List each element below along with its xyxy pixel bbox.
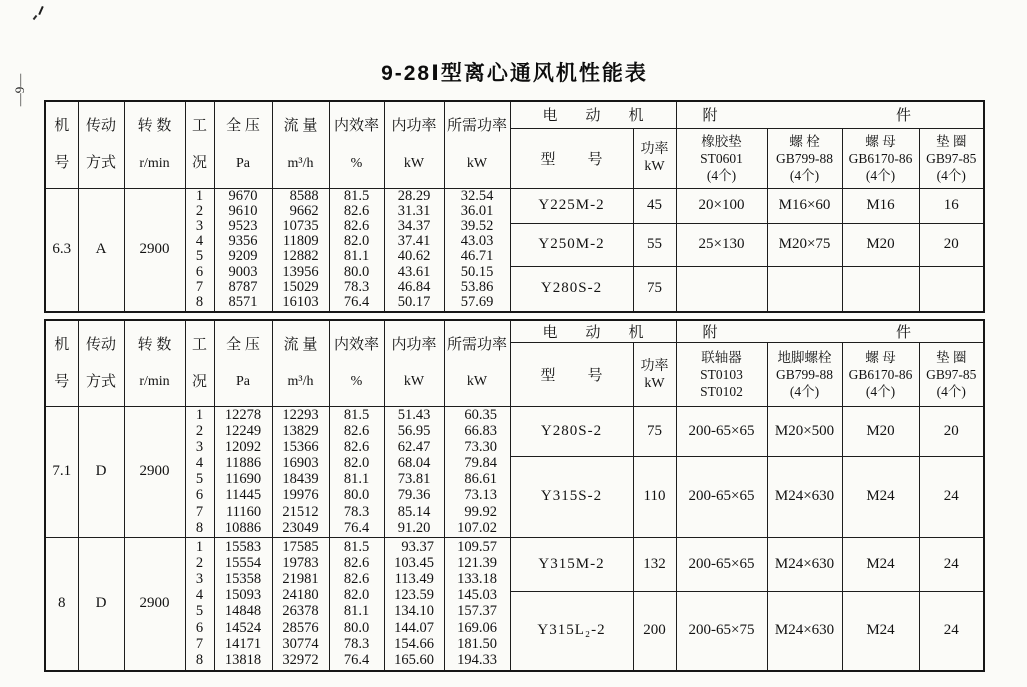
- efficiency-stack: 81.5 82.6 82.6 82.0 81.1 80.0 78.3 76.4: [329, 188, 384, 312]
- motor-power-cell: 132: [633, 537, 676, 591]
- acc-value-cell: 24: [919, 591, 984, 671]
- acc-value-cell: 200-65×65: [676, 407, 767, 457]
- speed-cell: 2900: [124, 537, 185, 671]
- acc-header-bolt: 螺 栓 GB799-88 (4个): [767, 128, 842, 188]
- col-header-flow: 流 量 m³/h: [272, 101, 329, 188]
- acc-header-rubber-pad: 橡胶垫 ST0601 (4个): [676, 128, 767, 188]
- acc-value-cell: 24: [919, 537, 984, 591]
- col-header-required-power: 所需功率 kW: [444, 101, 510, 188]
- col-header-required-power: 所需功率 kW: [444, 320, 510, 407]
- acc-value-cell: 20: [919, 407, 984, 457]
- col-header-drive: 传动 方式: [78, 320, 124, 407]
- acc-value-cell: M16×60: [767, 188, 842, 224]
- unit-number-cell: 7.1: [45, 407, 78, 538]
- pressure-stack: 9670 9610 9523 9356 9209 9003 8787 8571: [214, 188, 272, 312]
- col-header-pressure: 全 压 Pa: [214, 320, 272, 407]
- motor-power-cell: 55: [633, 224, 676, 267]
- flow-stack: 8588 9662 10735 11809 12882 13956 15029 16103: [272, 188, 329, 312]
- col-header-unit: 机 号: [45, 320, 78, 407]
- unit-number-cell: 8: [45, 537, 78, 671]
- acc-header-washer: 垫 圈 GB97-85 (4个): [919, 343, 984, 407]
- motor-power-cell: 75: [633, 407, 676, 457]
- acc-header-nut: 螺 母 GB6170-86 (4个): [842, 343, 919, 407]
- acc-value-cell: [919, 266, 984, 312]
- motor-model-cell: Y315L₂-2: [510, 591, 633, 671]
- condition-stack: 1 2 3 4 5 6 7 8: [185, 537, 214, 671]
- acc-header-washer: 垫 圈 GB97-85 (4个): [919, 128, 984, 188]
- accessory-group-header: 附 件: [676, 320, 984, 343]
- acc-value-cell: M16: [842, 188, 919, 224]
- internal-power-stack: 28.29 31.31 34.37 37.41 40.62 43.61 46.84 50.17: [384, 188, 444, 312]
- flow-stack: 17585 19783 21981 24180 26378 28576 30774 32972: [272, 537, 329, 671]
- acc-header-coupling: 联轴器 ST0103 ST0102: [676, 343, 767, 407]
- acc-value-cell: 200-65×75: [676, 591, 767, 671]
- motor-power-header: 功率kW: [633, 343, 676, 407]
- acc-value-cell: 20: [919, 224, 984, 267]
- col-header-efficiency: 内效率 %: [329, 320, 384, 407]
- ink-smudge-mark: [33, 6, 47, 24]
- acc-value-cell: 20×100: [676, 188, 767, 224]
- drive-type-cell: D: [78, 407, 124, 538]
- motor-power-header: 功率kW: [633, 128, 676, 188]
- acc-value-cell: M24×630: [767, 591, 842, 671]
- drive-type-cell: A: [78, 188, 124, 312]
- col-header-drive: 传动 方式: [78, 101, 124, 188]
- fan-performance-table-upper: [44, 100, 985, 313]
- drive-type-cell: D: [78, 537, 124, 671]
- speed-cell: 2900: [124, 407, 185, 538]
- required-power-stack: 60.35 66.83 73.30 79.84 86.61 73.13 99.92 107.02: [444, 407, 510, 538]
- acc-value-cell: M24: [842, 537, 919, 591]
- col-header-condition: 工 况: [185, 320, 214, 407]
- col-header-speed: 转 数 r/min: [124, 101, 185, 188]
- efficiency-stack: 81.5 82.6 82.6 82.0 81.1 80.0 78.3 76.4: [329, 407, 384, 538]
- acc-value-cell: [676, 266, 767, 312]
- motor-model-header: 型 号: [510, 128, 633, 188]
- col-header-internal-power: 内功率 kW: [384, 101, 444, 188]
- acc-value-cell: [842, 266, 919, 312]
- col-header-flow: 流 量 m³/h: [272, 320, 329, 407]
- acc-value-cell: M24×630: [767, 537, 842, 591]
- speed-cell: 2900: [124, 188, 185, 312]
- motor-model-header: 型 号: [510, 343, 633, 407]
- acc-value-cell: 24: [919, 457, 984, 538]
- condition-stack: 1 2 3 4 5 6 7 8: [185, 407, 214, 538]
- page-title: 9-28Ⅰ型离心通风机性能表: [381, 62, 648, 85]
- pressure-stack: 15583 15554 15358 15093 14848 14524 14171 13818: [214, 537, 272, 671]
- acc-value-cell: M20: [842, 224, 919, 267]
- acc-value-cell: 16: [919, 188, 984, 224]
- condition-stack: 1 2 3 4 5 6 7 8: [185, 188, 214, 312]
- acc-value-cell: 200-65×65: [676, 537, 767, 591]
- acc-value-cell: M24×630: [767, 457, 842, 538]
- acc-value-cell: [767, 266, 842, 312]
- motor-model-cell: Y315S-2: [510, 457, 633, 538]
- motor-power-cell: 200: [633, 591, 676, 671]
- acc-value-cell: M24: [842, 457, 919, 538]
- acc-value-cell: M20×75: [767, 224, 842, 267]
- motor-power-cell: 110: [633, 457, 676, 538]
- col-header-efficiency: 内效率 %: [329, 101, 384, 188]
- fan-performance-table-lower: [44, 319, 985, 672]
- efficiency-stack: 81.5 82.6 82.6 82.0 81.1 80.0 78.3 76.4: [329, 537, 384, 671]
- acc-header-nut: 螺 母 GB6170-86 (4个): [842, 128, 919, 188]
- required-power-stack: 109.57 121.39 133.18 145.03 157.37 169.06 181.50 194.33: [444, 537, 510, 671]
- motor-power-cell: 45: [633, 188, 676, 224]
- col-header-condition: 工 况: [185, 101, 214, 188]
- acc-header-anchor-bolt: 地脚螺栓 GB799-88 (4个): [767, 343, 842, 407]
- acc-value-cell: M24: [842, 591, 919, 671]
- unit-number-cell: 6.3: [45, 188, 78, 312]
- motor-model-cell: Y280S-2: [510, 266, 633, 312]
- flow-stack: 12293 13829 15366 16903 18439 19976 21512 23049: [272, 407, 329, 538]
- col-header-speed: 转 数 r/min: [124, 320, 185, 407]
- col-header-unit: 机 号: [45, 101, 78, 188]
- required-power-stack: 32.54 36.01 39.52 43.03 46.71 50.15 53.86 57.69: [444, 188, 510, 312]
- motor-model-cell: Y280S-2: [510, 407, 633, 457]
- col-header-pressure: 全 压 Pa: [214, 101, 272, 188]
- internal-power-stack: 93.37 103.45 113.49 123.59 134.10 144.07 154.66 165.60: [384, 537, 444, 671]
- side-page-number: —9—: [12, 73, 27, 107]
- pressure-stack: 12278 12249 12092 11886 11690 11445 11160 10886: [214, 407, 272, 538]
- internal-power-stack: 51.43 56.95 62.47 68.04 73.81 79.36 85.14 91.20: [384, 407, 444, 538]
- motor-group-header: 电 动 机: [510, 101, 676, 128]
- motor-model-cell: Y250M-2: [510, 224, 633, 267]
- acc-value-cell: M20×500: [767, 407, 842, 457]
- acc-value-cell: M20: [842, 407, 919, 457]
- col-header-internal-power: 内功率 kW: [384, 320, 444, 407]
- motor-model-cell: Y315M-2: [510, 537, 633, 591]
- accessory-group-header: 附 件: [676, 101, 984, 128]
- motor-group-header: 电 动 机: [510, 320, 676, 343]
- acc-value-cell: 25×130: [676, 224, 767, 267]
- motor-model-cell: Y225M-2: [510, 188, 633, 224]
- motor-power-cell: 75: [633, 266, 676, 312]
- acc-value-cell: 200-65×65: [676, 457, 767, 538]
